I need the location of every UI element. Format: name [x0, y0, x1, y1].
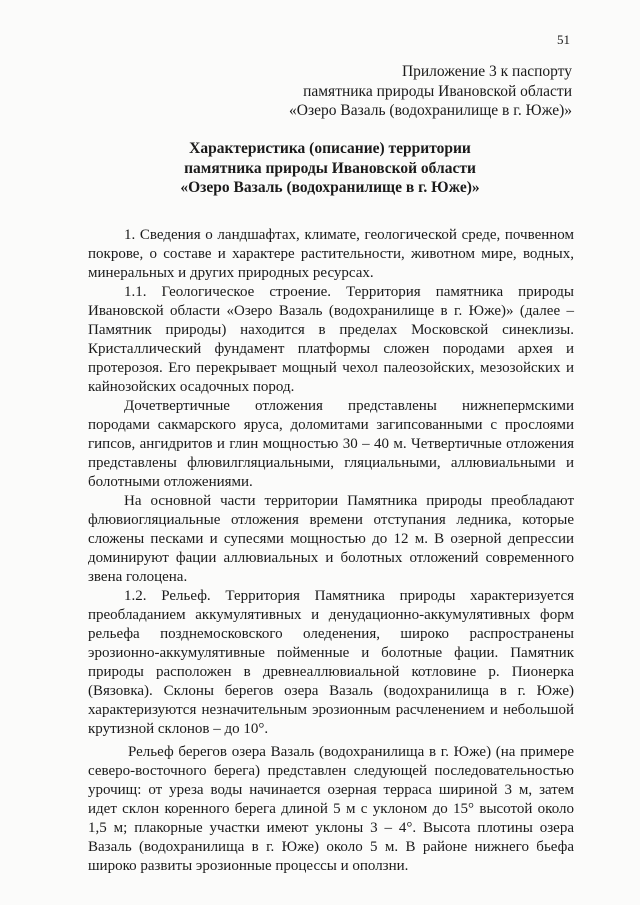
paragraph-shore-relief: Рельеф берегов озера Вазаль (водохранилища в г. Юже) (на примере северо-восточного берега) представлен следующей последовательностью урочищ: от уреза воды начинается озерная терраса шириной 3 м, затем идет склон коренного берега длиной 5 м с уклоном до 15° высотой около 1,5 м; плакорные участки имеют уклоны 3 – 4°. Высота плотины озера Вазаль (водохранилища в г. Юже) около 5 м. В районе нижнего бьефа широко развиты эрозионные процессы и оползни.: [88, 744, 574, 874]
appendix-header: [289, 62, 572, 121]
paragraph-prequaternary: Дочетвертичные отложения представлены нижнепермскими породами сакмарского яруса, доломитами загипсованными с прослоями гипсов, ангидритов и глин мощностью 30 – 40 м. Четвертичные отложения представлены флювилгляциальными, гляциальными, аллювиальными и болотными отложениями.: [88, 398, 574, 490]
paragraph-relief: 1.2. Рельеф. Территория Памятника природы характеризуется преобладанием аккумулятивных и денудационно-аккумулятивных форм рельефа позднемосковского оледенения, широко распространены эрозионно-аккумулятивные пойменные и болотные фации. Памятник природы расположен в древнеаллювиальной котловине р. Пионерка (Вязовка). Склоны берегов озера Вазаль (водохранилища в г. Юже) характеризуются незначительным эрозионным расчленением и небольшой крутизной склонов – до 10°.: [88, 588, 574, 737]
paragraph-section-1: 1. Сведения о ландшафтах, климате, геологической среде, почвенном покрове, о составе и характере растительности, животном мире, водных, минеральных и других природных ресурсах.: [88, 227, 574, 281]
title-line-1: Характеристика (описание) территории: [189, 140, 471, 157]
paragraph-geology: 1.1. Геологическое строение. Территория памятника природы Ивановской области «Озеро Вазаль (водохранилище в г. Юже)» (далее – Памятник природы) находится в пределах Московской синеклизы. Кристаллический фундамент платформы сложен породами архея и протерозоя. Его перекрывает мощный чехол палеозойских, мезозойских и кайнозойских осадочных пород.: [88, 284, 574, 395]
title-line-3: «Озеро Вазаль (водохранилище в г. Юже)»: [180, 179, 480, 196]
appendix-line-1: Приложение 3 к паспорту: [401, 63, 572, 80]
paragraph-main-part: На основной части территории Памятника природы преобладают флювиогляциальные отложения времени отступания ледника, которые сложены песками и супесями мощностью до 12 м. В озерной депрессии доминируют фации аллювиальных и болотных отложений современного звена голоцена.: [88, 493, 574, 585]
page-number: 51: [557, 32, 570, 47]
document-title: [110, 139, 550, 198]
title-line-2: памятника природы Ивановской области: [184, 159, 476, 177]
appendix-line-3: «Озеро Вазаль (водохранилище в г. Юже)»: [289, 102, 572, 119]
document-body: [88, 226, 574, 876]
appendix-line-2: памятника природы Ивановской области: [303, 82, 572, 100]
